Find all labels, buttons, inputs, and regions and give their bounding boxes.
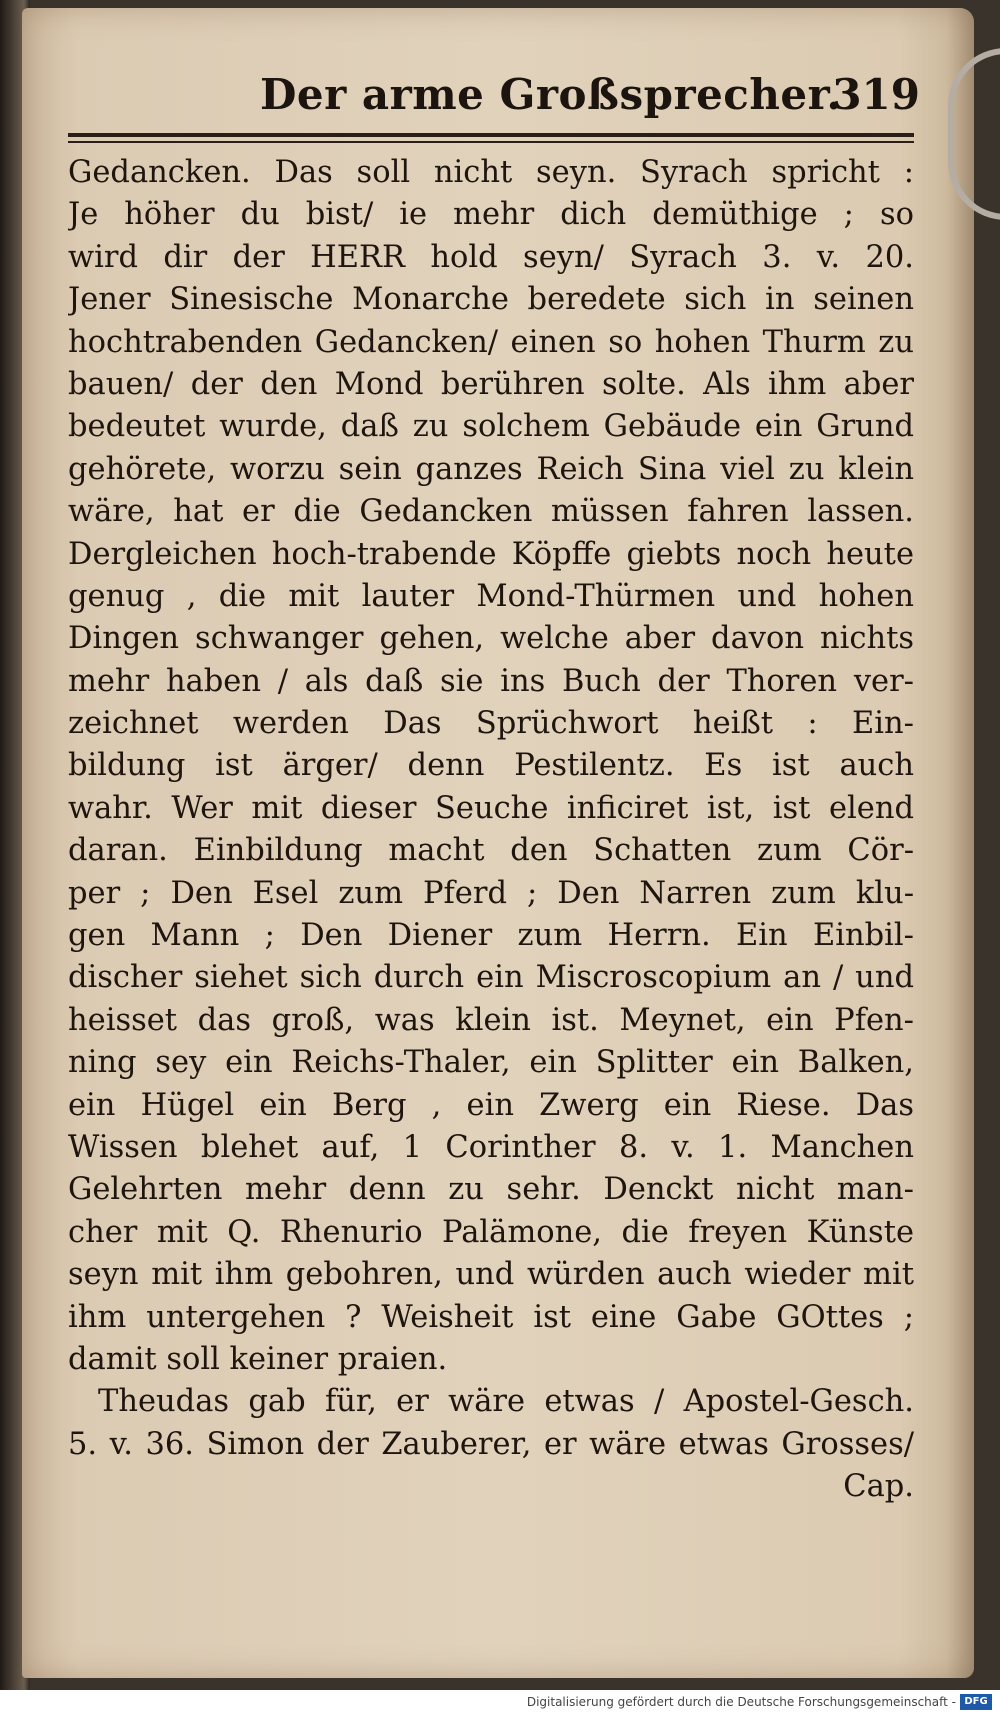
running-title: Der arme Großsprecher. bbox=[260, 70, 842, 119]
text-line: bildung ist ärger/ denn Pestilentz. Es ist auch bbox=[68, 748, 914, 784]
text-line: ein Hügel ein Berg , ein Zwerg ein Riese. Das bbox=[68, 1087, 914, 1123]
text-line: wird dir der HERR hold seyn/ Syrach 3. v. 20. bbox=[68, 239, 914, 275]
text-line: Dergleichen hoch-trabende Köpffe giebts noch heute bbox=[68, 536, 914, 572]
text-line: Wissen blehet auf, 1 Corinther 8. v. 1. Manchen bbox=[68, 1129, 914, 1165]
text-line: bedeutet wurde, daß zu solchem Gebäude ein Grund bbox=[68, 409, 914, 445]
text-line: per ; Den Esel zum Pferd ; Den Narren zum klu- bbox=[68, 875, 914, 911]
text-line: Gedancken. Das soll nicht seyn. Syrach spricht : bbox=[68, 155, 914, 190]
text-line: ning sey ein Reichs-Thaler, ein Splitter ein Balken, bbox=[68, 1045, 914, 1081]
text-line: wäre, hat er die Gedancken müssen fahren lassen. bbox=[68, 494, 914, 530]
text-line: gen Mann ; Den Diener zum Herrn. Ein Einbil- bbox=[68, 918, 914, 954]
text-line: gehörete, worzu sein ganzes Reich Sina viel zu klein bbox=[68, 451, 914, 487]
header-rule bbox=[68, 133, 914, 137]
text-line-indented: Theudas gab für, er wäre etwas / Apostel-Gesch. bbox=[98, 1384, 914, 1420]
header-rule-thin bbox=[68, 141, 914, 143]
text-line: daran. Einbildung macht den Schatten zum Cör- bbox=[68, 833, 914, 869]
text-line: discher siehet sich durch ein Miscroscopium an / und bbox=[68, 960, 914, 996]
page-header bbox=[260, 70, 920, 130]
text-line: bauen/ der den Mond berühren solte. Als ihm aber bbox=[68, 366, 914, 402]
text-line: 5. v. 36. Simon der Zauberer, er wäre etwas Grosses/ bbox=[68, 1426, 914, 1462]
text-line: zeichnet werden Das Sprüchwort heißt : Ein- bbox=[68, 706, 914, 742]
body-text bbox=[68, 152, 914, 1509]
text-line: heisset das groß, was klein ist. Meynet, ein Pfen- bbox=[68, 1002, 914, 1038]
dfg-logo: DFG bbox=[960, 1694, 992, 1710]
text-line: mehr haben / als daß sie ins Buch der Thoren ver- bbox=[68, 663, 914, 699]
text-line: seyn mit ihm gebohren, und würden auch wieder mit bbox=[68, 1257, 914, 1293]
text-line: Je höher du bist/ ie mehr dich demüthige ; so bbox=[68, 197, 914, 233]
text-line: ihm untergehen ? Weisheit ist eine Gabe GOttes ; bbox=[68, 1299, 914, 1335]
page-number: 319 bbox=[832, 70, 920, 119]
footer-credit: Digitalisierung gefördert durch die Deutsche Forschungsgemeinschaft - bbox=[526, 1695, 956, 1709]
page-edge-shadow bbox=[946, 8, 974, 1678]
digitization-footer bbox=[0, 1690, 1000, 1715]
catchword: Cap. bbox=[843, 1469, 914, 1505]
text-line: Dingen schwanger gehen, welche aber davon nichts bbox=[68, 621, 914, 657]
text-line: Gelehrten mehr denn zu sehr. Denckt nicht man- bbox=[68, 1172, 914, 1208]
text-line: Jener Sinesische Monarche beredete sich in seinen bbox=[68, 282, 914, 318]
text-line-paragraph-end: damit soll keiner praien. bbox=[68, 1341, 448, 1377]
text-line: genug , die mit lauter Mond-Thürmen und hohen bbox=[68, 578, 914, 614]
text-line: cher mit Q. Rhenurio Palämone, die freyen Künste bbox=[68, 1214, 914, 1250]
text-line: hochtrabenden Gedancken/ einen so hohen Thurm zu bbox=[68, 324, 914, 360]
text-line: wahr. Wer mit dieser Seuche inficiret ist, ist elend bbox=[68, 790, 914, 826]
